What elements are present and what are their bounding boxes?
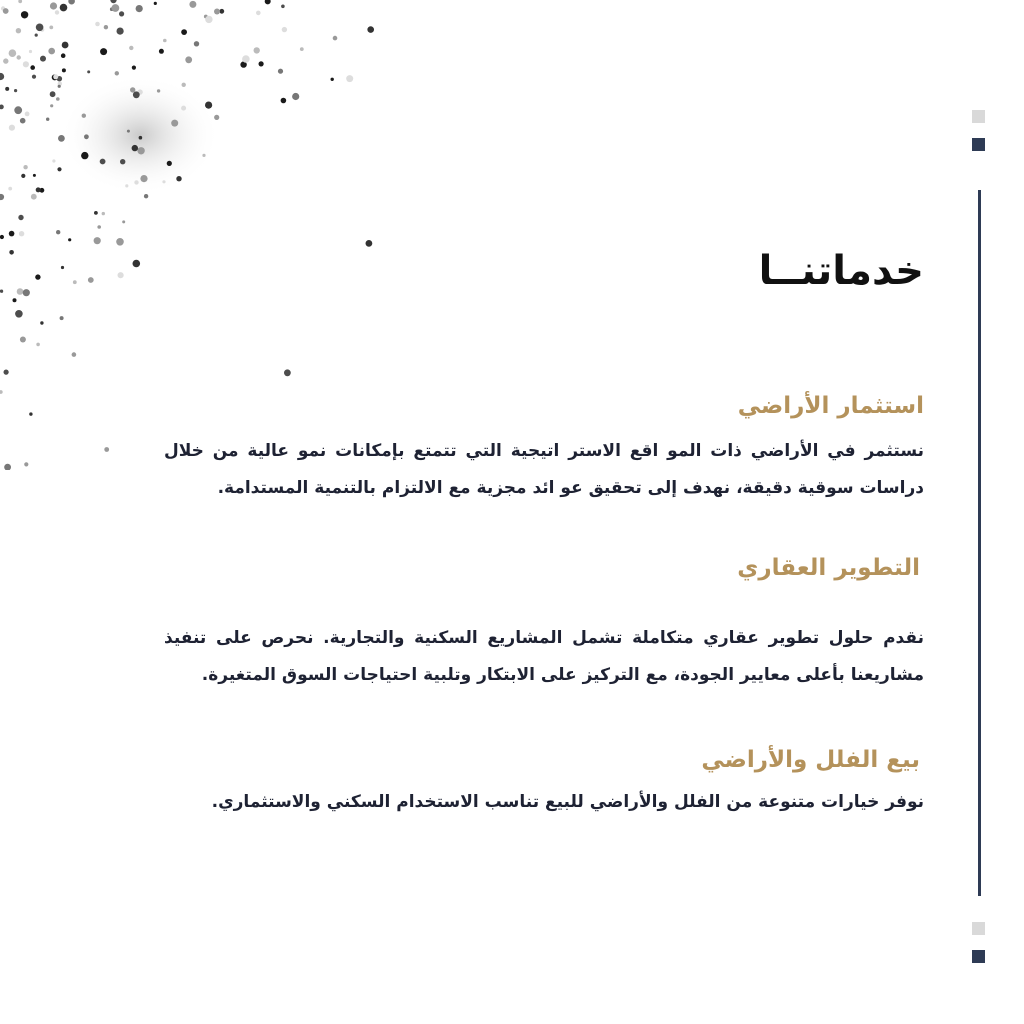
glitter-dot — [29, 50, 32, 53]
glitter-dot — [36, 187, 41, 192]
glitter-dot — [157, 89, 160, 92]
service-body-villas-land-sale: نوفر خيارات متنوعة من الفلل والأراضي للبيع تناسب الاستخدام السكني والاستثماري. — [211, 792, 924, 812]
glitter-dot — [9, 231, 15, 237]
decor-square-top-dark — [972, 138, 985, 151]
service-title-villas-land-sale: بيع الفلل والأراضي — [701, 747, 920, 773]
glitter-dot — [117, 28, 124, 35]
glitter-dot — [36, 24, 44, 32]
glitter-dot — [16, 28, 21, 33]
service-title-real-estate-development: التطوير العقاري — [737, 555, 920, 581]
glitter-dot — [21, 11, 28, 18]
glitter-dot — [82, 114, 86, 118]
glitter-dot — [132, 66, 136, 70]
glitter-dot — [61, 266, 64, 269]
glitter-dot — [56, 97, 60, 101]
glitter-dot — [104, 25, 108, 29]
glitter-dot — [129, 46, 133, 50]
glitter-dot — [0, 390, 3, 394]
glitter-dot — [55, 10, 59, 14]
glitter-dot — [112, 4, 120, 12]
glitter-dot — [60, 316, 64, 320]
glitter-dot — [136, 5, 143, 12]
glitter-dot — [115, 71, 119, 75]
glitter-dot — [13, 298, 17, 302]
glitter-dot — [130, 87, 135, 92]
glitter-dot — [68, 0, 75, 5]
glitter-dot — [0, 73, 4, 80]
glitter-dot — [102, 212, 105, 215]
glitter-dot — [110, 0, 116, 3]
glitter-dot — [52, 159, 55, 162]
glitter-dot — [30, 65, 35, 70]
glitter-dot — [84, 134, 89, 139]
glitter-dot — [81, 152, 88, 159]
glitter-dot — [40, 56, 46, 62]
glitter-dot — [104, 447, 109, 452]
glitter-dot — [60, 4, 68, 12]
glitter-dot — [14, 106, 22, 114]
glitter-dot — [18, 0, 22, 3]
glitter-dot — [25, 112, 30, 117]
glitter-dot — [95, 22, 100, 27]
glitter-dot — [56, 230, 60, 234]
glitter-dot — [21, 174, 25, 178]
glitter-dot — [132, 145, 138, 151]
glitter-dot — [154, 2, 157, 5]
service-title-land-investment: استثمار الأراضي — [737, 393, 924, 419]
glitter-dot — [133, 91, 140, 98]
glitter-dot — [35, 34, 38, 37]
glitter-dot — [100, 48, 107, 55]
glitter-dot — [118, 272, 124, 278]
glitter-dot — [50, 2, 57, 9]
glitter-dot — [17, 55, 21, 59]
glitter-dot — [58, 85, 61, 88]
glitter-dot — [9, 49, 17, 57]
glitter-dot — [0, 235, 4, 239]
glitter-dot — [127, 130, 130, 133]
glitter-dot — [68, 238, 71, 241]
glitter-dot — [4, 370, 9, 375]
glitter-dot — [122, 220, 125, 223]
glitter-dot — [50, 91, 56, 97]
glitter-dot — [36, 343, 40, 347]
glitter-dot — [9, 250, 14, 255]
glitter-dot — [19, 231, 24, 236]
glitter-dot — [137, 147, 144, 154]
glitter-dot — [23, 165, 27, 169]
glitter-dot — [120, 159, 125, 164]
glitter-dot — [100, 159, 106, 165]
glitter-dot — [17, 288, 24, 295]
service-body-land-investment: نستثمر في الأراضي ذات المو اقع الاستر اتيجية التي تتمتع بإمكانات نمو عالية من خلال دراسات سوقية دقيقة، نهدف إلى تحقيق عو ائد مجزية مع الالتزام بالتنمية المستدامة. — [164, 441, 924, 498]
glitter-dot — [0, 105, 4, 110]
glitter-dot — [35, 274, 40, 279]
glitter-dot — [18, 215, 23, 220]
page-title: خدماتنــا — [758, 248, 924, 294]
glitter-dot — [40, 321, 43, 324]
service-body-real-estate-development: نقدم حلول تطوير عقاري متكاملة تشمل المشاريع السكنية والتجارية. نحرص على تنفيذ مشاريعنا بأعلى معايير الجودة، مع التركيز على الابتكار وتلبية احتياجات السوق المتغيرة. — [164, 628, 924, 685]
glitter-dot — [49, 26, 53, 30]
glitter-dot — [9, 125, 15, 131]
glitter-dot — [119, 11, 124, 16]
glitter-dot — [61, 53, 66, 58]
glitter-dot — [15, 310, 23, 318]
glitter-dot — [24, 462, 28, 466]
glitter-dot — [94, 237, 101, 244]
glitter-dot — [116, 238, 124, 246]
glitter-dot — [0, 194, 4, 200]
glitter-dot — [29, 412, 32, 415]
glitter-dot — [32, 75, 36, 79]
glitter-dot — [58, 135, 65, 142]
glitter-dot — [14, 89, 17, 92]
glitter-dot — [88, 277, 94, 283]
glitter-dot — [33, 174, 36, 177]
glitter-dot — [0, 290, 3, 293]
glitter-dot — [53, 74, 58, 79]
glitter-dot — [50, 104, 53, 107]
glitter-dot — [20, 118, 26, 124]
glitter-dot — [134, 180, 138, 184]
glitter-dot — [48, 48, 55, 55]
glitter-dot — [72, 352, 77, 357]
decor-square-bottom-light — [972, 922, 985, 935]
glitter-dot — [133, 260, 141, 268]
glitter-dot — [125, 184, 128, 187]
glitter-dot — [73, 280, 77, 284]
glitter-dot — [23, 61, 29, 67]
services-content — [164, 0, 924, 1024]
glitter-dot — [23, 289, 30, 296]
vertical-divider-line — [978, 190, 981, 896]
decor-square-top-light — [972, 110, 985, 123]
glitter-dot — [144, 194, 148, 198]
glitter-dot — [62, 42, 69, 49]
glitter-dot — [46, 118, 49, 121]
glitter-dot — [3, 58, 8, 63]
decor-square-bottom-dark — [972, 950, 985, 963]
glitter-dot — [57, 167, 61, 171]
glitter-dot — [97, 225, 101, 229]
glitter-dot — [5, 87, 9, 91]
glitter-dot — [20, 337, 26, 343]
glitter-dot — [139, 136, 143, 140]
glitter-dot — [62, 68, 66, 72]
glitter-dot — [87, 70, 90, 73]
glitter-dot — [94, 211, 98, 215]
glitter-dot — [8, 187, 12, 191]
glitter-dot — [31, 194, 37, 200]
glitter-dot — [3, 8, 9, 14]
glitter-dot — [140, 175, 147, 182]
glitter-dot — [4, 464, 11, 470]
